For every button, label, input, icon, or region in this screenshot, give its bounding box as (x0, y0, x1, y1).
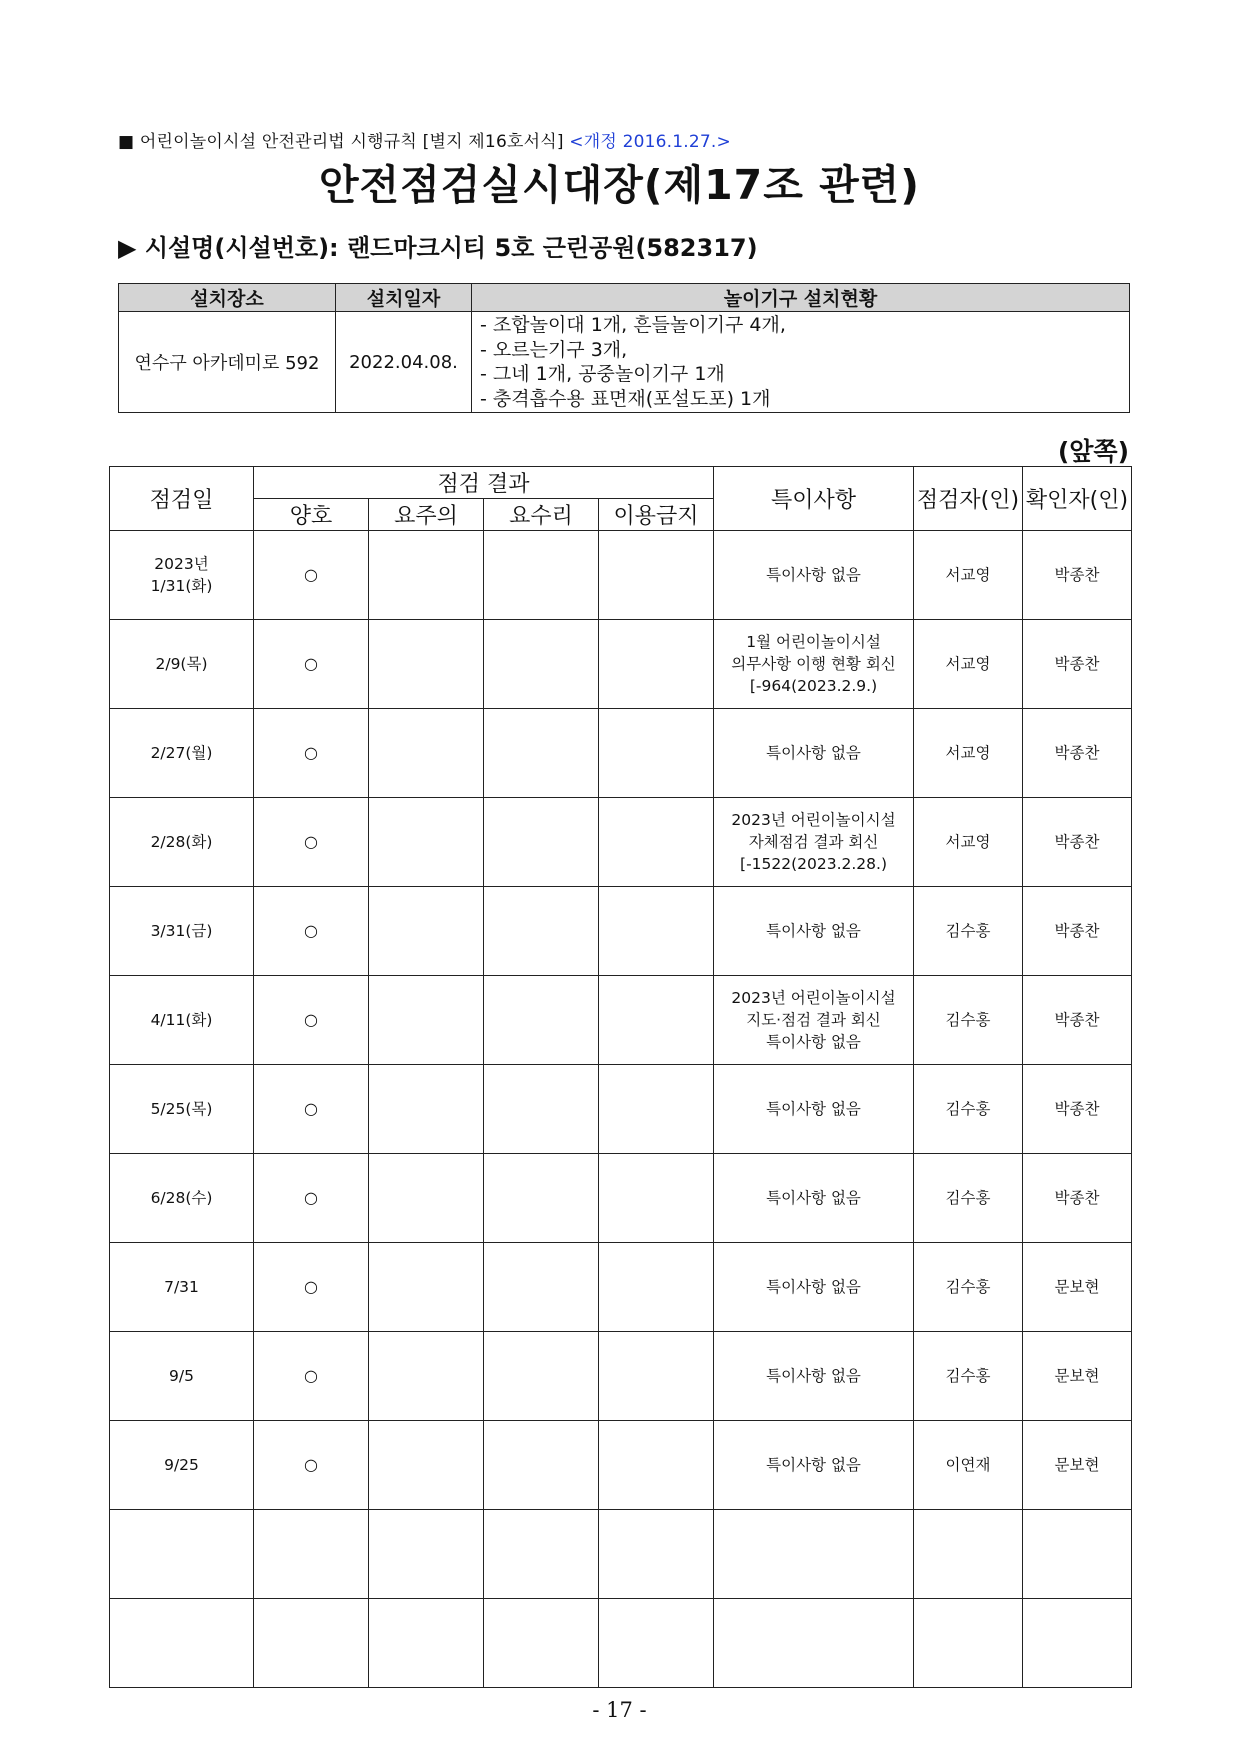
inspector-cell: 서교영 (914, 531, 1023, 620)
result-prohibited-cell (599, 531, 714, 620)
inspection-date-cell (110, 1154, 254, 1243)
header-inspection-date: 점검일 (110, 467, 254, 531)
inspector-cell (914, 1510, 1023, 1599)
remarks-cell (714, 1332, 914, 1421)
result-caution-cell (369, 887, 484, 976)
equipment-item: - 그네 1개, 공중놀이기구 1개 (480, 363, 725, 385)
inspection-date-cell-line: 4/11(화) (150, 1011, 213, 1029)
remarks-cell-line: [-1522(2023.2.28.) (740, 855, 888, 873)
result-good-cell: ○ (254, 1243, 369, 1332)
inspection-date-cell-line: 5/25(목) (150, 1100, 213, 1118)
inspection-date-cell-line: 3/31(금) (150, 922, 213, 940)
remarks-cell-line: 2023년 어린이놀이시설 (731, 989, 896, 1007)
inspection-date-cell (110, 709, 254, 798)
remarks-cell-line: 자체점검 결과 회신 (748, 833, 879, 851)
install-date: 2022.04.08. (336, 312, 472, 413)
header-inspection-result: 점검 결과 (254, 467, 714, 499)
result-prohibited-cell (599, 1065, 714, 1154)
remarks-cell (714, 1421, 914, 1510)
remarks-cell (714, 709, 914, 798)
header-inspector: 점검자(인) (914, 467, 1023, 531)
remarks-cell-line: 특이사항 없음 (766, 744, 861, 762)
result-repair-cell (484, 620, 599, 709)
header-caution: 요주의 (369, 499, 484, 531)
header-location: 설치장소 (119, 284, 336, 312)
table-row (110, 1510, 1132, 1599)
header-remarks: 특이사항 (714, 467, 914, 531)
table-row (110, 887, 1132, 976)
inspection-date-cell (110, 1421, 254, 1510)
result-repair-cell (484, 1510, 599, 1599)
result-prohibited-cell (599, 798, 714, 887)
remarks-cell-line: 2023년 어린이놀이시설 (731, 811, 896, 829)
inspection-date-cell (110, 798, 254, 887)
result-good-cell: ○ (254, 531, 369, 620)
inspector-cell: 김수홍 (914, 1243, 1023, 1332)
result-repair-cell (484, 531, 599, 620)
table-row (110, 1243, 1132, 1332)
table-row (110, 620, 1132, 709)
inspection-log-body (110, 531, 1132, 1688)
installation-info-table (118, 283, 1130, 413)
result-prohibited-cell (599, 976, 714, 1065)
confirmer-cell: 박종찬 (1023, 1065, 1132, 1154)
header-good: 양호 (254, 499, 369, 531)
result-caution-cell (369, 1421, 484, 1510)
result-repair-cell (484, 887, 599, 976)
confirmer-cell: 문보현 (1023, 1243, 1132, 1332)
result-caution-cell (369, 709, 484, 798)
result-good-cell: ○ (254, 1421, 369, 1510)
result-good-cell: ○ (254, 1154, 369, 1243)
header-repair: 요수리 (484, 499, 599, 531)
inspector-cell: 김수홍 (914, 1065, 1023, 1154)
inspector-cell: 김수홍 (914, 1154, 1023, 1243)
install-location: 연수구 아카데미로 592 (119, 312, 336, 413)
result-repair-cell (484, 709, 599, 798)
inspection-date-cell (110, 1332, 254, 1421)
inspection-date-cell-line: 2/28(화) (150, 833, 213, 851)
result-repair-cell (484, 1154, 599, 1243)
equipment-item: - 조합놀이대 1개, 흔들놀이기구 4개, (480, 314, 786, 336)
result-caution-cell (369, 1065, 484, 1154)
inspection-log-table (109, 466, 1132, 1688)
result-caution-cell (369, 1510, 484, 1599)
result-good-cell (254, 1599, 369, 1688)
table-row (110, 1154, 1132, 1243)
inspection-date-cell (110, 620, 254, 709)
remarks-cell (714, 798, 914, 887)
table-row (110, 976, 1132, 1065)
inspection-date-cell-line: 2/27(월) (150, 744, 213, 762)
confirmer-cell (1023, 1599, 1132, 1688)
remarks-cell (714, 531, 914, 620)
confirmer-cell: 문보현 (1023, 1332, 1132, 1421)
result-good-cell: ○ (254, 887, 369, 976)
remarks-cell (714, 887, 914, 976)
remarks-cell (714, 1154, 914, 1243)
table-row (110, 1065, 1132, 1154)
result-good-cell: ○ (254, 709, 369, 798)
confirmer-cell: 박종찬 (1023, 709, 1132, 798)
inspection-date-cell-line: 7/31 (164, 1278, 199, 1296)
result-caution-cell (369, 1332, 484, 1421)
table-row (110, 1332, 1132, 1421)
table-row (110, 531, 1132, 620)
confirmer-cell: 문보현 (1023, 1421, 1132, 1510)
page-title: 안전점검실시대장(제17조 관련) (318, 161, 921, 209)
result-prohibited-cell (599, 1243, 714, 1332)
remarks-cell (714, 1510, 914, 1599)
inspector-cell: 김수홍 (914, 887, 1023, 976)
result-good-cell: ○ (254, 976, 369, 1065)
result-repair-cell (484, 1421, 599, 1510)
result-caution-cell (369, 976, 484, 1065)
inspection-date-cell-line: 2023년 (154, 555, 209, 573)
result-repair-cell (484, 1065, 599, 1154)
remarks-cell (714, 976, 914, 1065)
result-good-cell: ○ (254, 1332, 369, 1421)
confirmer-cell (1023, 1510, 1132, 1599)
remarks-cell-line: 특이사항 없음 (766, 1033, 861, 1051)
result-prohibited-cell (599, 1421, 714, 1510)
inspection-date-cell (110, 1065, 254, 1154)
amendment-note: <개정 2016.1.27.> (569, 132, 731, 152)
inspector-cell: 이연재 (914, 1421, 1023, 1510)
table-row (110, 1421, 1132, 1510)
inspector-cell: 서교영 (914, 798, 1023, 887)
result-good-cell (254, 1510, 369, 1599)
table-row (110, 1599, 1132, 1688)
remarks-cell-line: [-964(2023.2.9.) (749, 677, 878, 695)
result-good-cell: ○ (254, 620, 369, 709)
confirmer-cell: 박종찬 (1023, 887, 1132, 976)
inspection-date-cell (110, 1510, 254, 1599)
remarks-cell-line: 의무사항 이행 현황 회신 (731, 655, 896, 673)
front-side-label: (앞쪽) (1057, 437, 1129, 466)
facility-name: ▶ 시설명(시설번호): 랜드마크시티 5호 근린공원(582317) (118, 234, 758, 262)
confirmer-cell: 박종찬 (1023, 531, 1132, 620)
table-row (110, 709, 1132, 798)
inspection-date-cell-line: 6/28(수) (150, 1189, 213, 1207)
result-repair-cell (484, 798, 599, 887)
remarks-cell (714, 1243, 914, 1332)
result-prohibited-cell (599, 887, 714, 976)
remarks-cell-line: 특이사항 없음 (766, 1367, 861, 1385)
result-repair-cell (484, 1332, 599, 1421)
page-number: - 17 - (592, 1698, 647, 1722)
inspection-date-cell (110, 976, 254, 1065)
header-equipment: 놀이기구 설치현황 (472, 284, 1130, 312)
result-caution-cell (369, 531, 484, 620)
inspector-cell: 서교영 (914, 709, 1023, 798)
header-prohibited: 이용금지 (599, 499, 714, 531)
inspection-date-cell-line: 9/5 (169, 1367, 194, 1385)
remarks-cell-line: 특이사항 없음 (766, 1100, 861, 1118)
inspector-cell: 서교영 (914, 620, 1023, 709)
result-caution-cell (369, 1243, 484, 1332)
inspection-date-cell-line: 2/9(목) (155, 655, 208, 673)
inspection-date-cell (110, 1599, 254, 1688)
header-confirmer: 확인자(인) (1023, 467, 1132, 531)
table-row (110, 798, 1132, 887)
remarks-cell (714, 620, 914, 709)
legal-basis: ■ 어린이놀이시설 안전관리법 시행규칙 [별지 제16호서식] (118, 132, 564, 152)
result-caution-cell (369, 620, 484, 709)
result-prohibited-cell (599, 1154, 714, 1243)
inspection-date-cell (110, 887, 254, 976)
result-repair-cell (484, 976, 599, 1065)
result-prohibited-cell (599, 1332, 714, 1421)
inspector-cell: 김수홍 (914, 1332, 1023, 1421)
result-prohibited-cell (599, 709, 714, 798)
result-prohibited-cell (599, 1599, 714, 1688)
inspection-date-cell (110, 531, 254, 620)
remarks-cell-line: 특이사항 없음 (766, 1189, 861, 1207)
remarks-cell-line: 1월 어린이놀이시설 (746, 633, 881, 651)
remarks-cell-line: 특이사항 없음 (766, 922, 861, 940)
inspection-date-cell-line: 9/25 (164, 1456, 199, 1474)
result-caution-cell (369, 798, 484, 887)
remarks-cell (714, 1065, 914, 1154)
result-good-cell: ○ (254, 1065, 369, 1154)
confirmer-cell: 박종찬 (1023, 620, 1132, 709)
remarks-cell-line: 특이사항 없음 (766, 1278, 861, 1296)
equipment-list (472, 312, 1130, 413)
confirmer-cell: 박종찬 (1023, 976, 1132, 1065)
result-prohibited-cell (599, 1510, 714, 1599)
equipment-item: - 오르는기구 3개, (480, 338, 628, 361)
result-repair-cell (484, 1243, 599, 1332)
result-good-cell: ○ (254, 798, 369, 887)
result-prohibited-cell (599, 620, 714, 709)
remarks-cell-line: 특이사항 없음 (766, 1456, 861, 1474)
confirmer-cell: 박종찬 (1023, 798, 1132, 887)
remarks-cell-line: 특이사항 없음 (766, 566, 861, 584)
inspection-date-cell-line: 1/31(화) (150, 577, 213, 595)
result-caution-cell (369, 1599, 484, 1688)
legal-basis-line (118, 127, 731, 152)
inspection-date-cell (110, 1243, 254, 1332)
result-caution-cell (369, 1154, 484, 1243)
inspector-cell: 김수홍 (914, 976, 1023, 1065)
header-install-date: 설치일자 (336, 284, 472, 312)
equipment-item: - 충격흡수용 표면재(포설도포) 1개 (480, 387, 771, 410)
remarks-cell-line: 지도·점검 결과 회신 (746, 1011, 881, 1029)
confirmer-cell: 박종찬 (1023, 1154, 1132, 1243)
remarks-cell (714, 1599, 914, 1688)
result-repair-cell (484, 1599, 599, 1688)
inspector-cell (914, 1599, 1023, 1688)
